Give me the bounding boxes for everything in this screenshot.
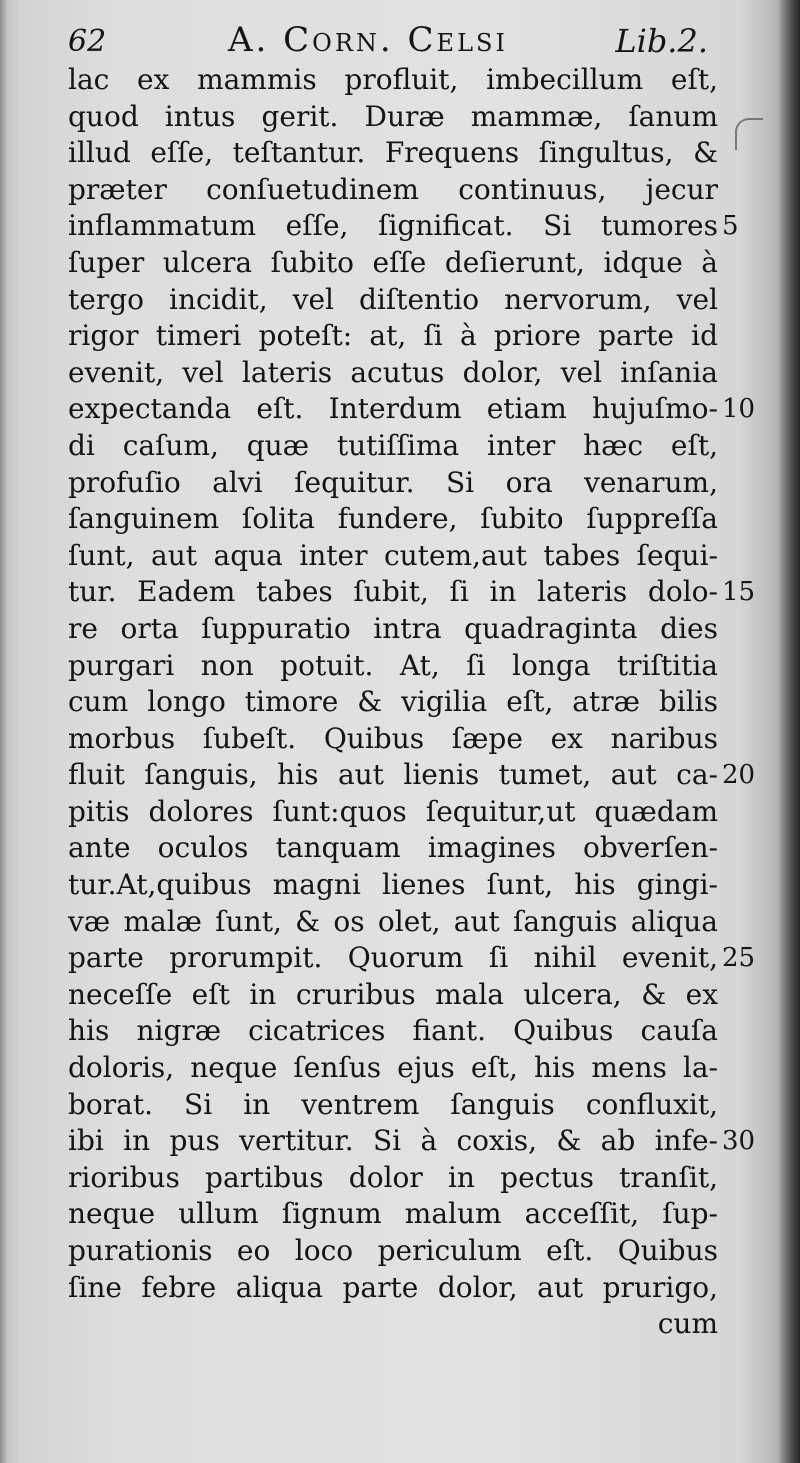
text-line: purationis eo loco periculum eſt. Quibus: [68, 1234, 718, 1267]
running-title: A. Corn. Celsi: [228, 20, 508, 60]
text-line: neque ullum ſignum malum acceſſit, ſup-: [68, 1197, 718, 1231]
text-line: borat. Si in ventrem ſanguis confluxit,: [68, 1087, 718, 1121]
text-line: his nigræ cicatrices fiant. Quibus cauſa: [68, 1014, 718, 1048]
page-curl-mark: [735, 118, 763, 150]
line-number: 20: [722, 760, 756, 791]
line-number: 10: [722, 394, 756, 425]
text-line: quod intus gerit. Duræ mammæ, ſanum: [68, 99, 718, 133]
text-line: tergo incidit, vel diſtentio nervorum, vel: [68, 282, 718, 316]
text-line: væ malæ ſunt, & os olet, aut ſanguis aliqua: [68, 904, 718, 938]
text-line: illud eſſe, teſtantur. Frequens ſingultus, &: [68, 136, 718, 170]
text-line: inflammatum eſſe, ſignificat. Si tumores: [68, 209, 718, 243]
page-header: [68, 18, 708, 62]
page-left-shadow: [0, 0, 8, 1463]
text-line: ante oculos tanquam imagines obverſen-: [68, 831, 718, 865]
text-line: præter conſuetudinem continuus, jecur: [68, 172, 718, 206]
line-number: 5: [722, 211, 739, 242]
text-line: cum longo timore & vigilia eſt, atræ bilis: [68, 685, 718, 719]
text-line: lac ex mammis profluit, imbecillum eſt,: [68, 63, 718, 96]
text-line: purgari non potuit. At, ſi longa triſtitia: [68, 648, 718, 682]
text-line: ſanguinem ſolita fundere, ſubito ſuppreſſa: [68, 502, 718, 536]
text-line: expectanda eſt. Interdum etiam hujuſmo-: [68, 392, 718, 426]
text-line: rioribus partibus dolor in pectus tranſit,: [68, 1160, 718, 1194]
text-line: ſine febre aliqua parte dolor, aut prurigo,: [68, 1270, 718, 1304]
page-number: 62: [68, 24, 107, 59]
line-number: 25: [722, 943, 756, 974]
page-gutter-shadow: [778, 0, 800, 1463]
text-line: tur. Eadem tabes ſubit, ſi in lateris dolo-: [68, 575, 718, 609]
text-line: profuſio alvi ſequitur. Si ora venarum,: [68, 465, 718, 499]
text-line: fluit ſanguis, his aut lienis tumet, aut ca-: [68, 758, 718, 792]
body-text: [68, 62, 718, 1343]
text-line: tur.At,quibus magni lienes ſunt, his gingi-: [68, 868, 718, 902]
text-line: rigor timeri poteſt: at, ſi à priore parte id: [68, 319, 718, 353]
text-line: ſuper ulcera ſubito eſſe deſierunt, idque à: [68, 245, 718, 279]
text-line: di caſum, quæ tutiſſima inter hæc eſt,: [68, 428, 718, 462]
text-line: neceſſe eſt in cruribus mala ulcera, & ex: [68, 977, 718, 1011]
book-reference: Lib.2.: [615, 22, 708, 60]
text-line: ibi in pus vertitur. Si à coxis, & ab infe-: [68, 1124, 718, 1158]
line-number: 15: [722, 577, 756, 608]
line-number: 30: [722, 1126, 756, 1157]
text-line: ſunt, aut aqua inter cutem,aut tabes ſequi-: [68, 538, 718, 572]
text-line: doloris, neque ſenſus ejus eſt, his mens la-: [68, 1051, 718, 1085]
text-line: pitis dolores ſunt:quos ſequitur,ut quædam: [68, 794, 718, 828]
text-line: morbus ſubeſt. Quibus ſæpe ex naribus: [68, 721, 718, 755]
text-line: re orta ſuppuratio intra quadraginta dies: [68, 611, 718, 645]
text-line: cum: [657, 1307, 718, 1341]
text-line: parte prorumpit. Quorum ſi nihil evenit,: [68, 941, 718, 975]
text-line: evenit, vel lateris acutus dolor, vel inſania: [68, 355, 718, 389]
